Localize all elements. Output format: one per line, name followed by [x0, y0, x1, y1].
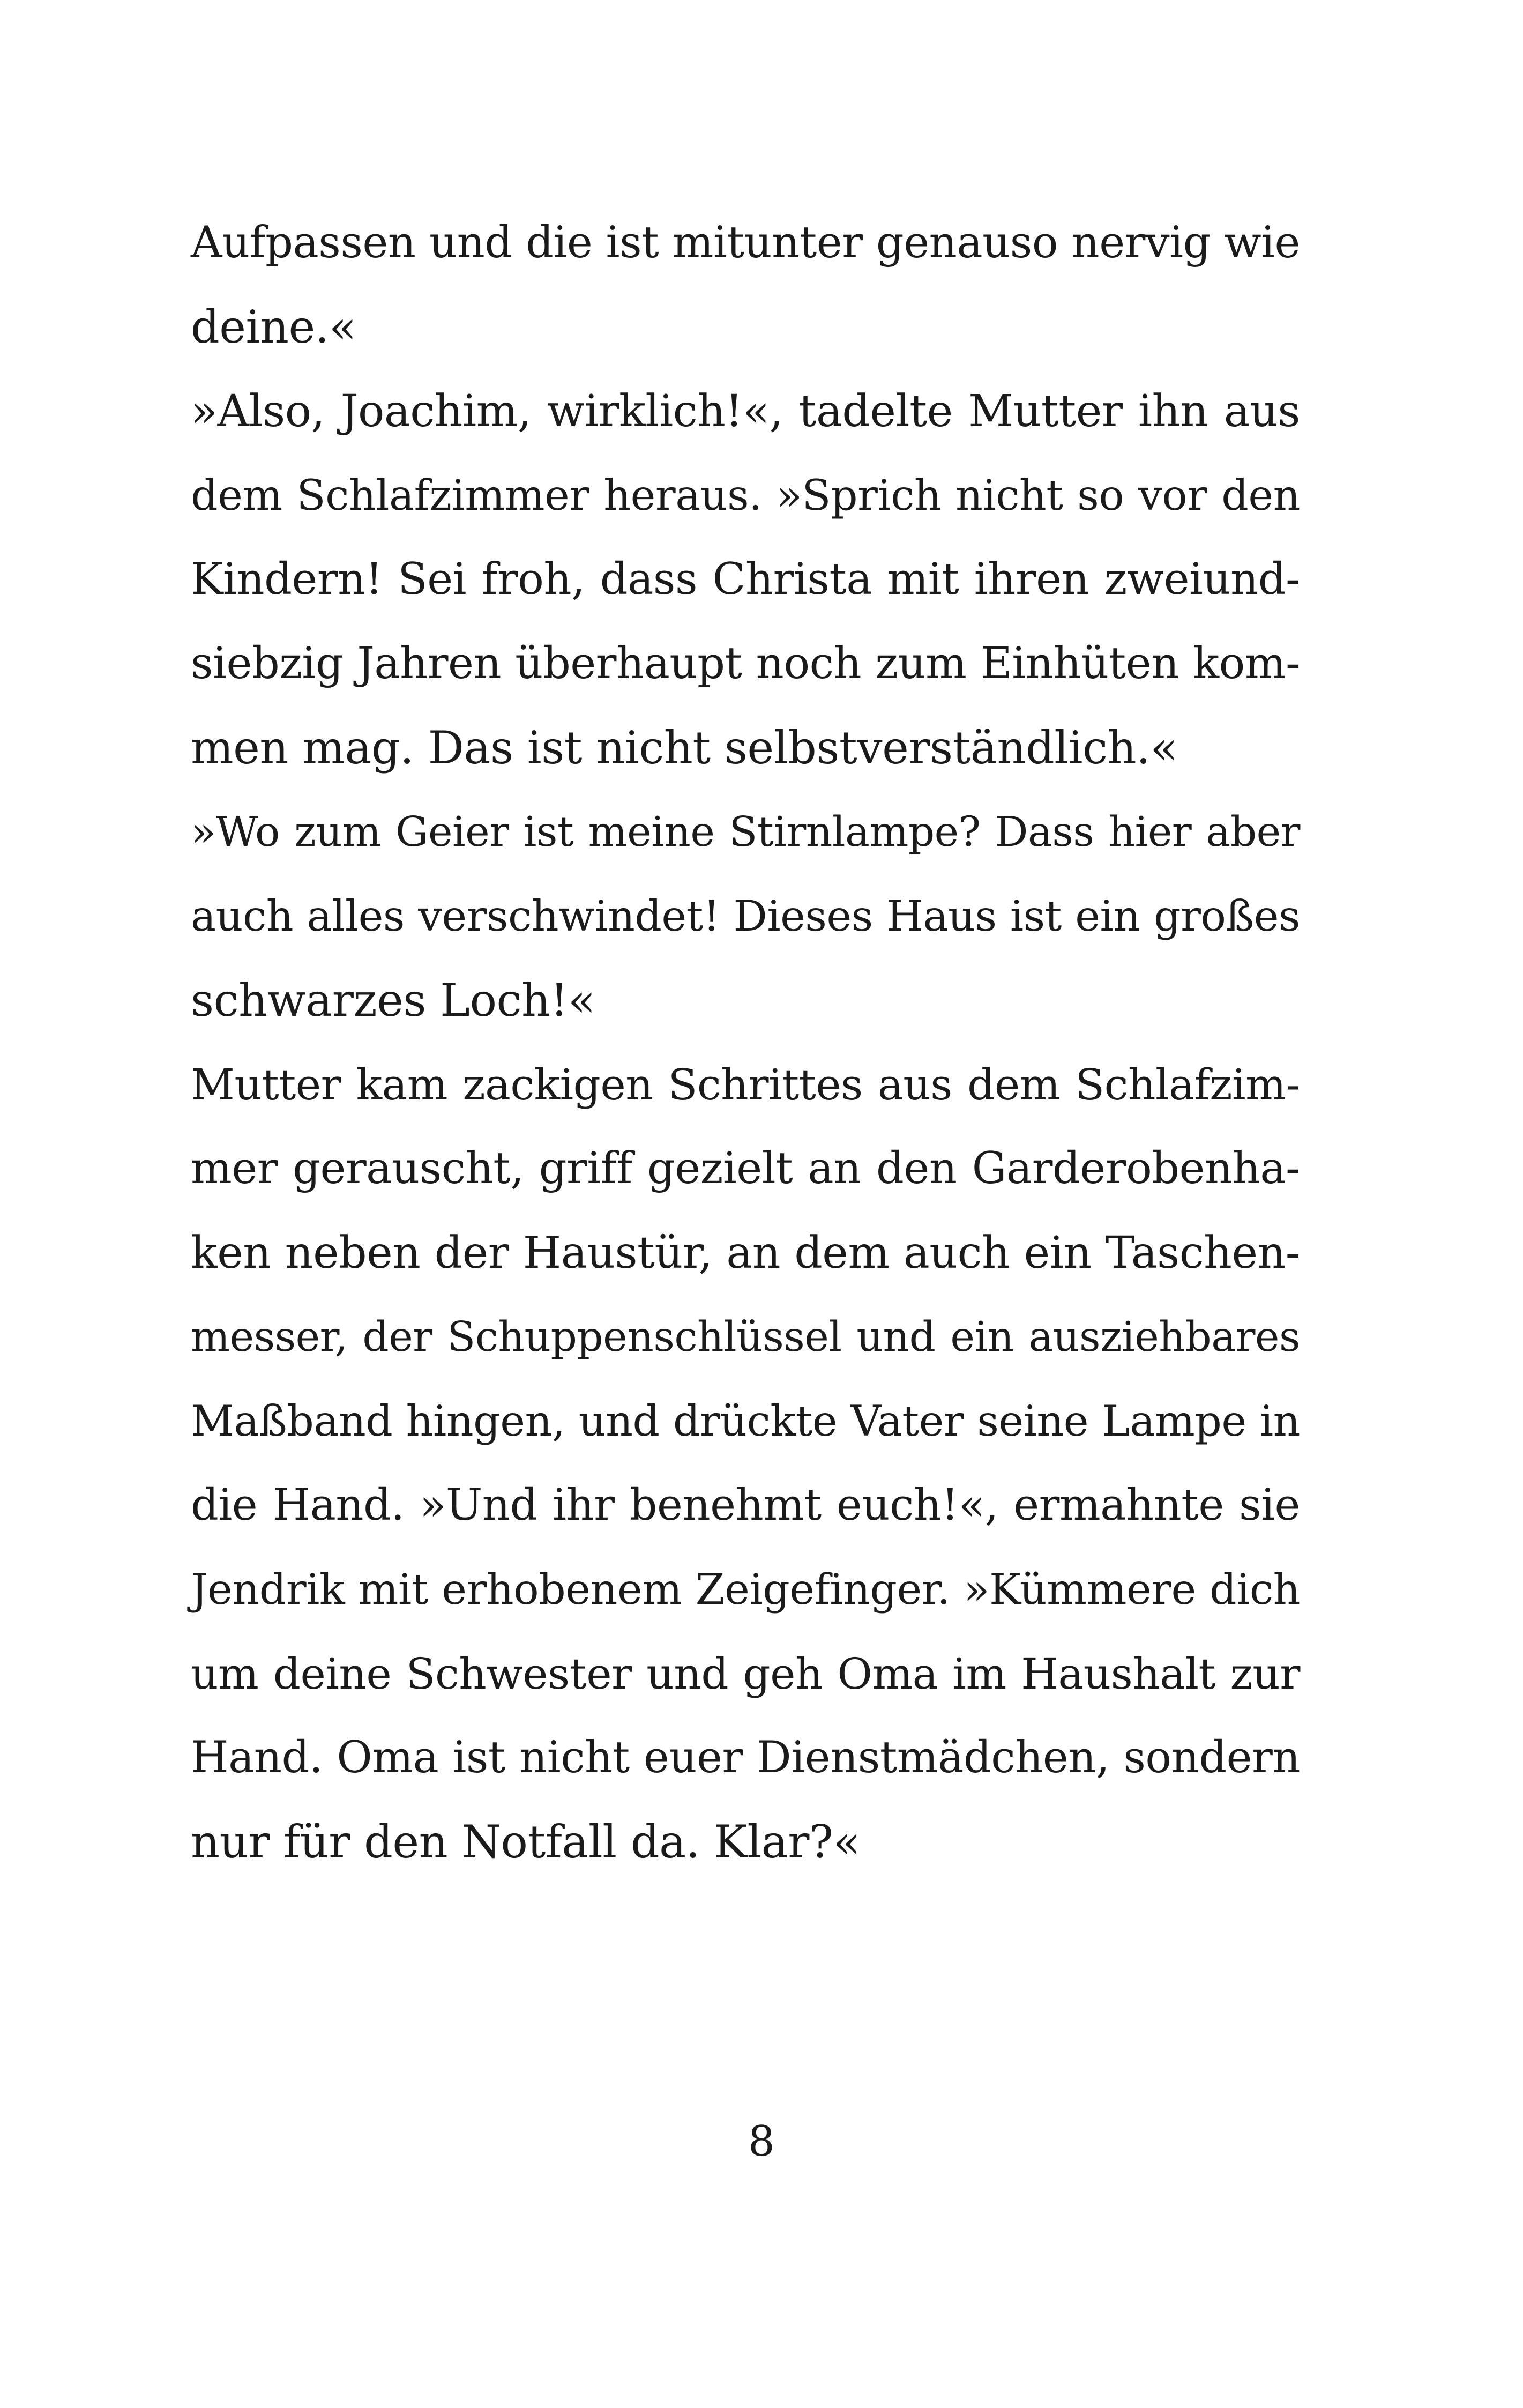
text-line: Hand. Oma ist nicht euer Dienstmädchen, sondern	[191, 1733, 1300, 1783]
text-line: »Also, Joachim, wirklich!«, tadelte Mutter ihn aus	[191, 386, 1300, 437]
text-line: men mag. Das ist nicht selbstverständlich.«	[191, 722, 1178, 774]
text-line: nur für den Notfall da. Klar?«	[191, 1816, 861, 1868]
text-line: die Hand. »Und ihr benehmt euch!«, ermahnte sie	[191, 1480, 1300, 1530]
body-text	[191, 201, 1300, 1884]
text-line: schwarzes Loch!«	[191, 974, 595, 1027]
text-line: messer, der Schuppenschlüssel und ein ausziehbares	[191, 1313, 1300, 1361]
text-line: deine.«	[191, 301, 356, 353]
text-line: Kindern! Sei froh, dass Christa mit ihren zweiund-	[191, 554, 1300, 605]
text-line: um deine Schwester und geh Oma im Haushalt zur	[191, 1649, 1300, 1699]
text-line: Aufpassen und die ist mitunter genauso nervig wie	[191, 218, 1300, 268]
text-line: mer gerauscht, griff gezielt an den Garderobenha-	[191, 1143, 1300, 1194]
text-line: Jendrik mit erhobenem Zeigefinger. »Kümmere dich	[191, 1565, 1300, 1614]
text-line: siebzig Jahren überhaupt noch zum Einhüten kom-	[191, 638, 1300, 689]
text-line: »Wo zum Geier ist meine Stirnlampe? Dass hier aber	[191, 808, 1300, 856]
text-line: ken neben der Haustür, an dem auch ein Taschen-	[191, 1228, 1300, 1279]
text-line: Maßband hingen, und drückte Vater seine Lampe in	[191, 1396, 1300, 1446]
page-number: 8	[748, 2117, 775, 2166]
text-line: Mutter kam zackigen Schrittes aus dem Schlafzim-	[191, 1060, 1300, 1110]
text-line: auch alles verschwindet! Dieses Haus ist ein großes	[191, 891, 1300, 941]
text-line: dem Schlafzimmer heraus. »Sprich nicht so vor den	[191, 471, 1300, 520]
